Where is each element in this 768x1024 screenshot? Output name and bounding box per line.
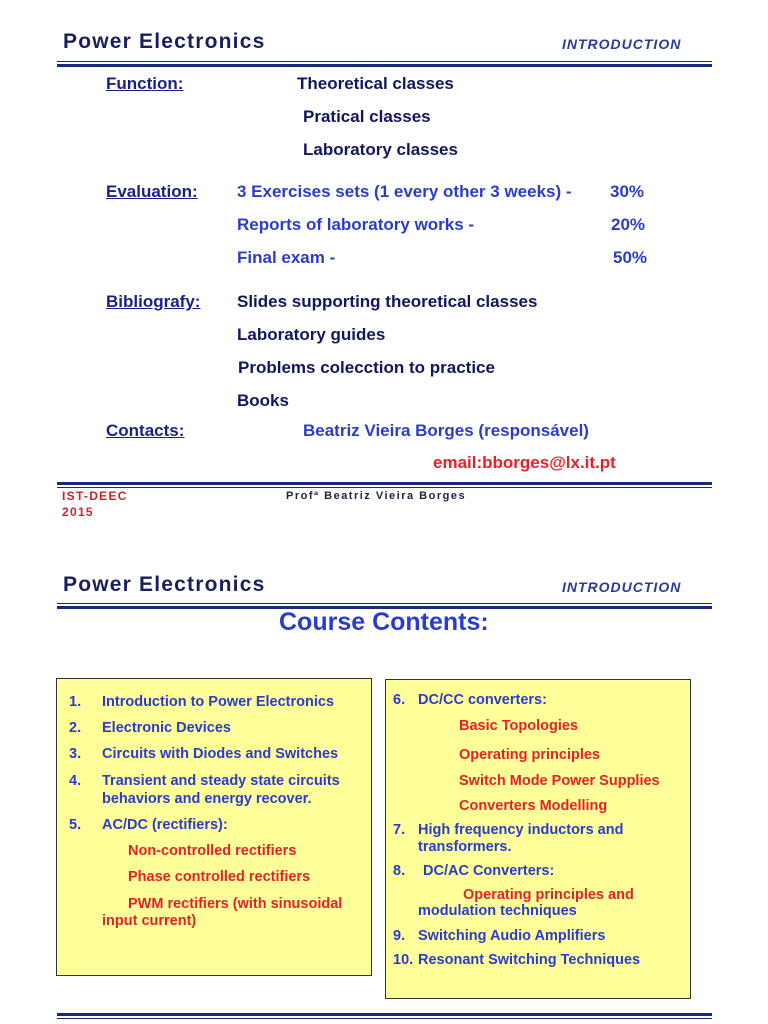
evaluation-item: 3 Exercises sets (1 every other 3 weeks) - [237,182,572,201]
contact-email: email:bborges@lx.it.pt [433,453,616,472]
list-number: 8. [393,863,406,879]
list-text: Switching Audio Amplifiers [418,928,606,944]
bibliography-item: Laboratory guides [237,325,386,344]
list-text: AC/DC (rectifiers): [102,817,228,833]
function-item: Pratical classes [303,107,431,126]
list-item [393,928,605,944]
footer-institution: IST-DEEC [62,489,128,503]
slide2-footer-rule-thick [57,1013,712,1016]
list-text: Electronic Devices [102,720,231,736]
sub-item: Phase controlled rectifiers [128,869,311,885]
list-number: 9. [393,928,406,944]
contact-name: Beatriz Vieira Borges (responsável) [303,421,589,440]
sub-item: PWM rectifiers (with sinusoidal [128,896,343,912]
contacts-label: Contacts: [106,421,185,440]
list-text-continued: behaviors and energy recover. [102,791,312,807]
evaluation-label: Evaluation: [106,182,198,201]
list-text-continued: transformers. [418,839,512,855]
list-number: 1. [69,694,82,710]
list-number: 3. [69,746,82,762]
evaluation-item: Final exam - [237,248,336,267]
list-number: 2. [69,720,82,736]
evaluation-percent: 30% [610,182,645,201]
list-number: 7. [393,822,406,838]
slide2-header-title: Power Electronics [63,573,266,596]
sub-item: Basic Topologies [459,718,578,734]
sub-item-continued: input current) [102,913,197,929]
list-item [69,694,334,710]
list-number: 4. [69,773,82,789]
evaluation-percent: 20% [611,215,646,234]
list-item [69,746,338,762]
bibliography-item: Problems colecction to practice [238,358,495,377]
sub-item: Operating principles [459,747,600,763]
list-item [393,952,640,968]
list-item [69,773,340,789]
function-item: Laboratory classes [303,140,458,159]
slide2-footer-rule-thin [57,1018,712,1019]
list-text: Introduction to Power Electronics [102,694,335,710]
list-text: DC/AC Converters: [423,863,555,879]
evaluation-percent: 50% [613,248,648,267]
bibliography-item: Books [237,391,289,410]
slide1-footer-rule-thin [57,487,712,488]
list-text: DC/CC converters: [418,692,547,708]
sub-item-continued: modulation techniques [418,903,577,919]
slide1-header-subtitle: INTRODUCTION [562,36,682,52]
list-item [393,692,547,708]
list-text: Circuits with Diodes and Switches [102,746,339,762]
list-item [69,817,228,833]
slide1-header-title: Power Electronics [63,30,266,53]
sub-item: Non-controlled rectifiers [128,843,297,859]
list-number: 6. [393,692,406,708]
function-item: Theoretical classes [297,74,454,93]
slide1-header-rule-thick [57,64,712,67]
list-item [69,720,231,736]
sub-item: Converters Modelling [459,798,608,814]
list-number: 5. [69,817,82,833]
list-item [393,822,623,838]
course-contents-title: Course Contents: [279,608,489,636]
list-item [393,863,554,879]
slide2-header-subtitle: INTRODUCTION [562,579,682,595]
slide1-header-rule-thin [57,61,712,62]
sub-item: Switch Mode Power Supplies [459,773,660,789]
sub-item: Operating principles and [463,887,634,903]
list-text: Resonant Switching Techniques [418,952,641,968]
list-number: 10. [393,952,414,968]
bibliography-item: Slides supporting theoretical classes [237,292,538,311]
footer-year: 2015 [62,505,94,519]
footer-professor: Profª Beatriz Vieira Borges [286,490,467,502]
bibliography-label: Bibliografy: [106,292,201,311]
list-text: High frequency inductors and [418,822,624,838]
slide2-header-rule-thin [57,603,712,604]
function-label: Function: [106,74,184,93]
list-text: Transient and steady state circuits [102,773,340,789]
evaluation-item: Reports of laboratory works - [237,215,475,234]
slide1-footer-rule-thick [57,482,712,485]
